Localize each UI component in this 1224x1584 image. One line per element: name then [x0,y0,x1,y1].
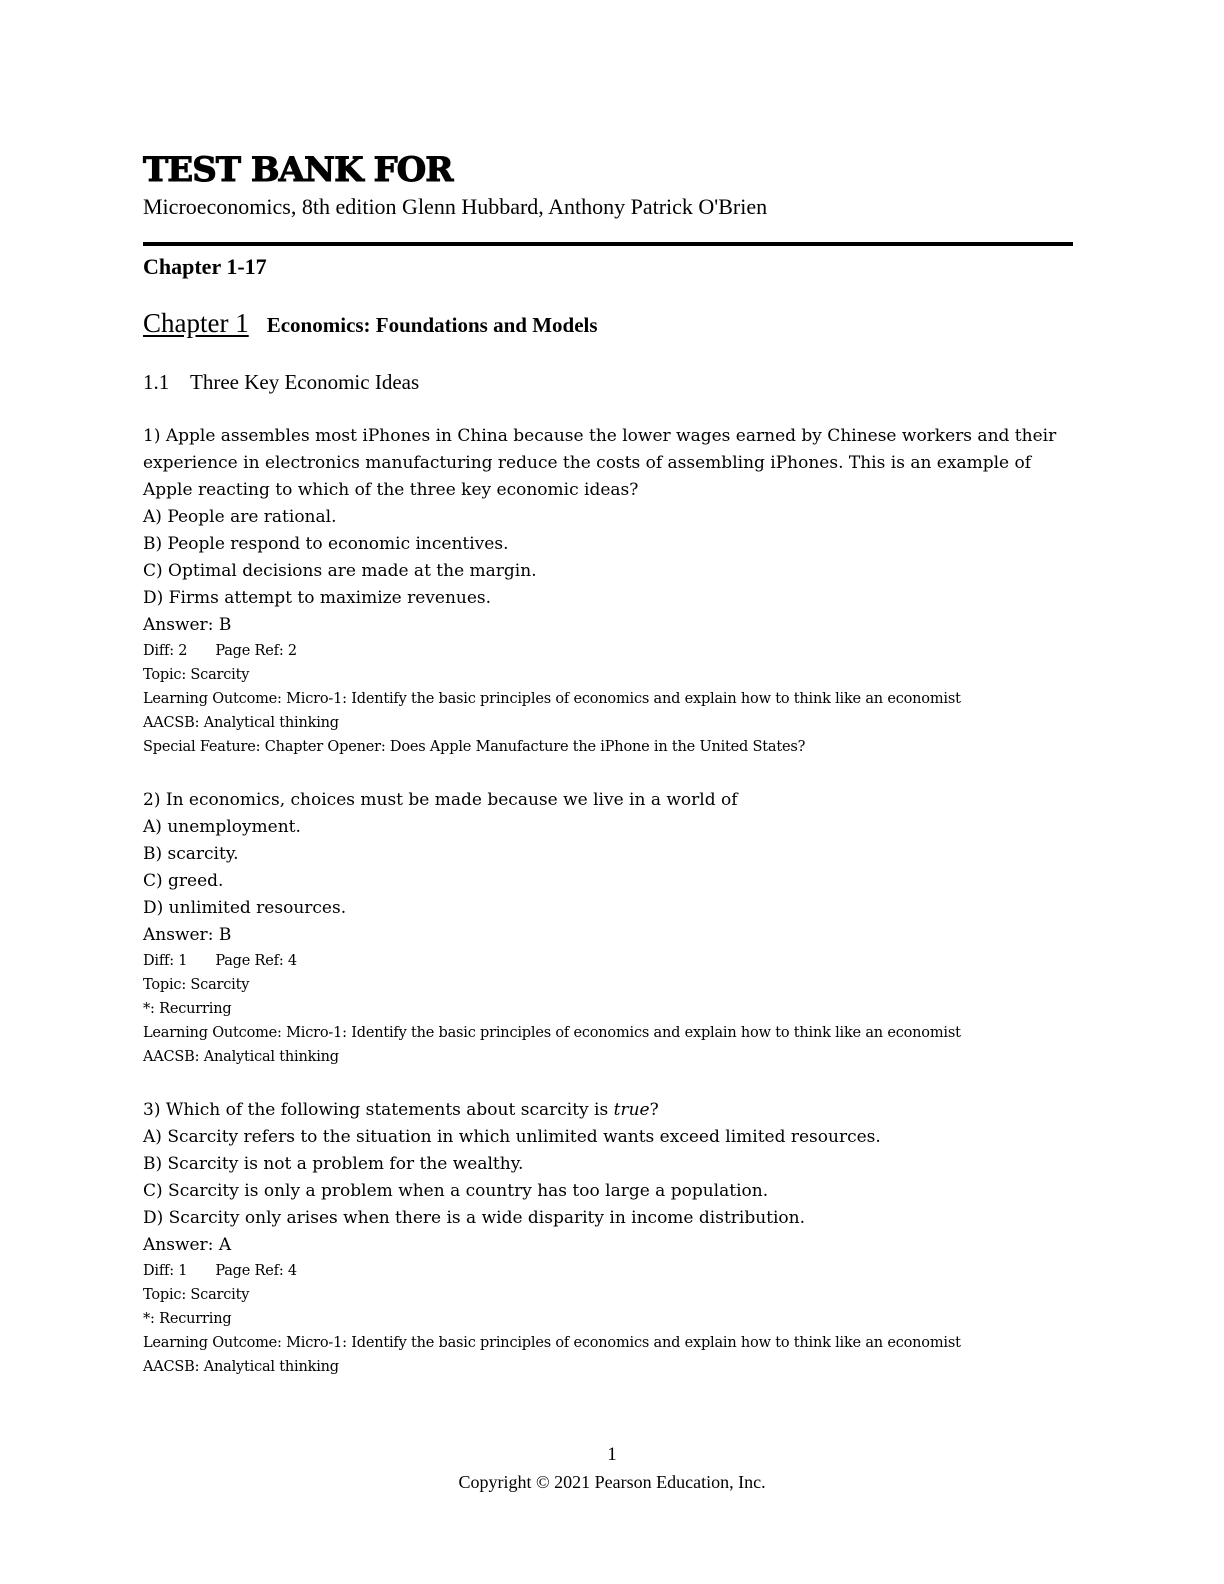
chapter-heading [143,308,1073,343]
page-ref: Page Ref: 4 [215,1263,297,1279]
aacsb: AACSB: Analytical thinking [143,1359,339,1375]
option-b: B) People respond to economic incentives. [143,534,509,554]
page-number: 1 [607,1444,617,1465]
chapter-label: Chapter 1 [143,308,249,338]
topic: Topic: Scarcity [143,1287,250,1303]
learning-outcome: Learning Outcome: Micro-1: Identify the basic principles of economics and explain how to think like an economist [143,1025,961,1041]
page-ref: Page Ref: 4 [215,953,297,969]
difficulty-page-ref [143,1259,1073,1283]
aacsb: AACSB: Analytical thinking [143,1049,339,1065]
option-c: C) Scarcity is only a problem when a country has too large a population. [143,1181,769,1201]
difficulty-page-ref [143,949,1073,973]
option-a: A) Scarcity refers to the situation in which unlimited wants exceed limited resources. [143,1127,881,1147]
question-text [143,1097,1073,1124]
option-a: A) People are rational. [143,507,337,527]
document-page [143,150,1073,1379]
option-a: A) unemployment. [143,817,301,837]
topic: Topic: Scarcity [143,667,250,683]
question-text: 1) Apple assembles most iPhones in China because the lower wages earned by Chinese workers and their experience in electronics manufacturing reduce the costs of assembling iPhones. This is an example of Apple reacting to which of the three key economic ideas? [143,426,1057,500]
book-subtitle: Microeconomics, 8th edition Glenn Hubbard, Anthony Patrick O'Brien [143,194,768,219]
section-heading [143,369,1073,395]
answer: Answer: B [143,615,232,635]
recurring: *: Recurring [143,1311,232,1327]
question-3 [143,1097,1073,1379]
option-d: D) Firms attempt to maximize revenues. [143,588,492,608]
section-number: 1.1 [143,370,170,394]
learning-outcome: Learning Outcome: Micro-1: Identify the basic principles of economics and explain how to think like an economist [143,691,961,707]
difficulty: Diff: 2 [143,643,188,659]
banner-title: TEST BANK FOR [143,150,453,190]
learning-outcome: Learning Outcome: Micro-1: Identify the basic principles of economics and explain how to think like an economist [143,1335,961,1351]
answer: Answer: B [143,925,232,945]
option-b: B) scarcity. [143,844,239,864]
option-c: C) greed. [143,871,224,891]
question-1 [143,423,1073,759]
option-d: D) Scarcity only arises when there is a wide disparity in income distribution. [143,1208,806,1228]
difficulty: Diff: 1 [143,1263,188,1279]
question-2 [143,787,1073,1069]
chapter-range: Chapter 1-17 [143,254,267,279]
difficulty-page-ref [143,639,1073,663]
option-d: D) unlimited resources. [143,898,347,918]
answer: Answer: A [143,1235,232,1255]
option-b: B) Scarcity is not a problem for the wealthy. [143,1154,524,1174]
chapter-title: Economics: Foundations and Models [266,313,598,337]
special-feature: Special Feature: Chapter Opener: Does Apple Manufacture the iPhone in the United States? [143,739,806,755]
question-text-end: ? [649,1100,659,1120]
question-text-emphasis: true [613,1100,650,1120]
copyright-notice: Copyright © 2021 Pearson Education, Inc. [458,1472,766,1492]
header-divider [143,242,1073,246]
recurring: *: Recurring [143,1001,232,1017]
aacsb: AACSB: Analytical thinking [143,715,339,731]
difficulty: Diff: 1 [143,953,188,969]
topic: Topic: Scarcity [143,977,250,993]
question-text-start: 3) Which of the following statements about scarcity is [143,1100,614,1120]
section-title: Three Key Economic Ideas [190,370,420,394]
page-ref: Page Ref: 2 [215,643,297,659]
question-text: 2) In economics, choices must be made because we live in a world of [143,790,738,810]
option-c: C) Optimal decisions are made at the margin. [143,561,537,581]
